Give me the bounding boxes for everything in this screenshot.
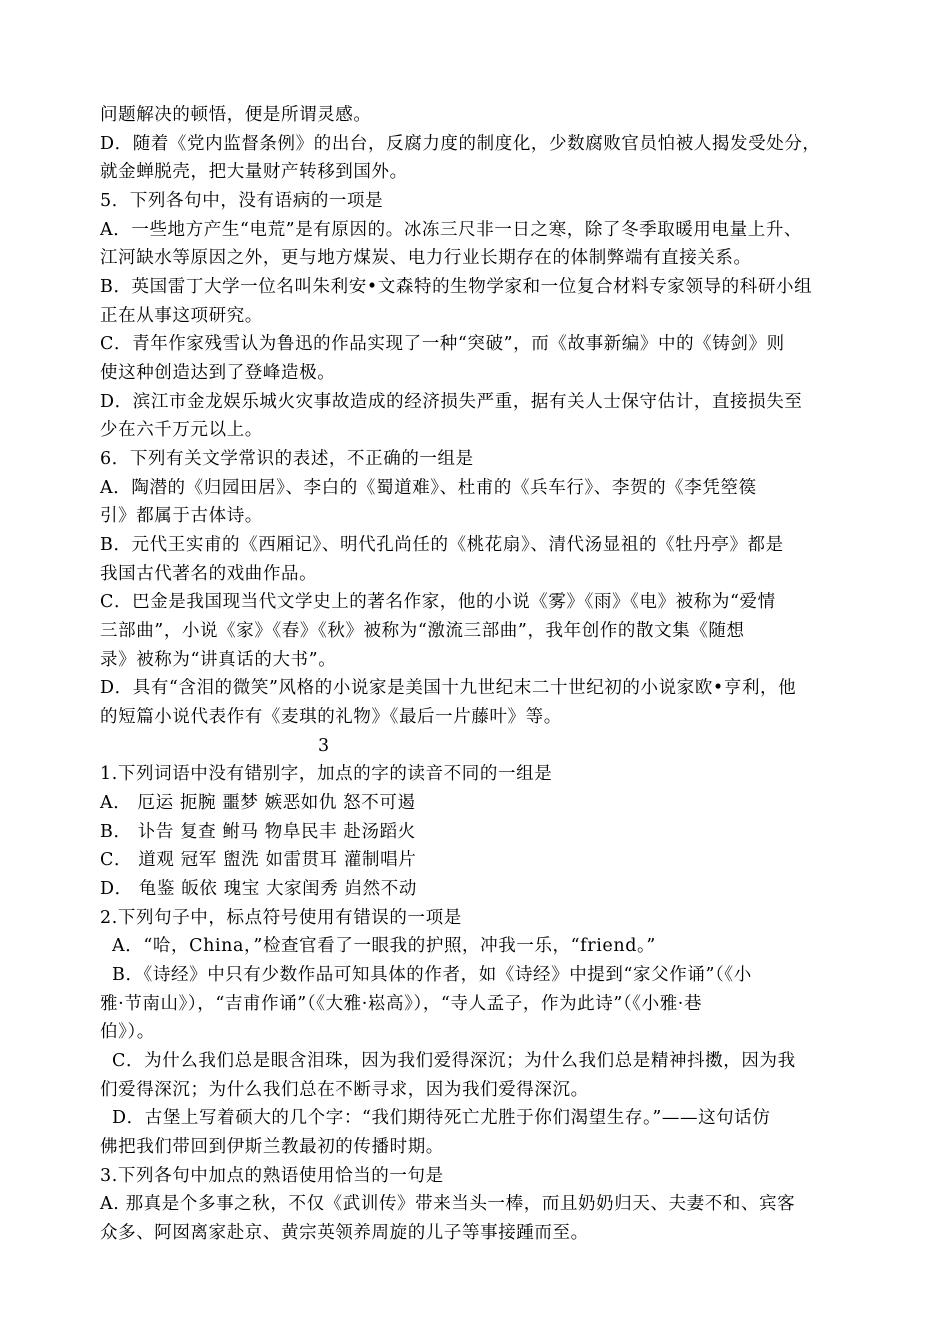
text-line: D．滨江市金龙娱乐城火灾事故造成的经济损失严重，据有关人士保守估计，直接损失至: [100, 392, 803, 412]
option-line: A．“哈，China，”检查官看了一眼我的护照，冲我一乐，“friend。”: [112, 936, 656, 956]
text-line: 使这种创造达到了登峰造极。: [100, 363, 336, 383]
option-line: D． 龟鉴 皈依 瑰宝 大家闺秀 岿然不动: [100, 879, 417, 899]
text-line: A．一些地方产生“电荒”是有原因的。冰冻三尺非一日之寒，除了冬季取暖用电量上升、: [100, 220, 803, 240]
option-line: A. 那真是个多事之秋，不仅《武训传》带来当头一棒，而且奶奶归天、夫妻不和、宾客: [100, 1194, 796, 1214]
question-stem: 2.下列句子中，标点符号使用有错误的一项是: [100, 908, 462, 928]
text-line: 佛把我们带回到伊斯兰教最初的传播时期。: [100, 1137, 444, 1157]
text-line: D．具有“含泪的微笑”风格的小说家是美国十九世纪末二十世纪初的小说家欧•亨利，他: [100, 678, 797, 698]
text-line: 正在从事这项研究。: [100, 306, 263, 326]
question-stem: 3.下列各句中加点的熟语使用恰当的一句是: [100, 1166, 444, 1186]
text-line: 江河缺水等原因之外，更与地方煤炭、电力行业长期存在的体制弊端有直接关系。: [100, 248, 752, 268]
text-line: 雅·节南山》），“吉甫作诵”（《大雅·崧高》），“寺人孟子，作为此诗”（《小雅·巷: [100, 994, 703, 1014]
text-line: 引》都属于古体诗。: [100, 506, 263, 526]
text-line: D．随着《党内监督条例》的出台，反腐力度的制度化，少数腐败官员怕被人揭发受处分，: [100, 134, 821, 154]
text-line: 伯》）。: [100, 1022, 155, 1042]
option-line: D．古堡上写着硕大的几个字：“我们期待死亡尤胜于你们渴望生存。”——这句话仿: [112, 1108, 771, 1128]
text-line: 三部曲”，小说《家》《春》《秋》被称为“激流三部曲”，我年创作的散文集《随想: [100, 621, 745, 641]
option-line: A． 厄运 扼腕 噩梦 嫉恶如仇 怒不可遏: [100, 793, 416, 813]
text-line: 们爱得深沉；为什么我们总在不断寻求，因为我们爱得深沉。: [100, 1080, 589, 1100]
text-line: 问题解决的顿悟，便是所谓灵感。: [100, 105, 372, 125]
section-number: 3: [318, 736, 330, 756]
option-line: C． 道观 冠军 盥洗 如雷贯耳 灌制唱片: [100, 850, 417, 870]
text-line: 少在六千万元以上。: [100, 420, 263, 440]
question-stem: 1.下列词语中没有错别字，加点的字的读音不同的一组是: [100, 764, 553, 784]
text-line: 录》被称为“讲真话的大书”。: [100, 650, 337, 670]
text-line: C．青年作家残雪认为鲁迅的作品实现了一种“突破”，而《故事新编》中的《铸剑》则: [100, 334, 785, 354]
text-line: C．巴金是我国现当代文学史上的著名作家，他的小说《雾》《雨》《电》被称为“爱情: [100, 592, 776, 612]
text-line: 的短篇小说代表作有《麦琪的礼物》《最后一片藤叶》等。: [100, 707, 562, 727]
text-line: 众多、阿囡离家赴京、黄宗英领养周旋的儿子等事接踵而至。: [100, 1223, 589, 1243]
option-line: B．《诗经》中只有少数作品可知具体的作者，如《诗经》中提到“家父作诵”（《小: [112, 965, 752, 985]
text-line: 就金蝉脱壳，把大量财产转移到国外。: [100, 162, 408, 182]
text-line: 我国古代著名的戏曲作品。: [100, 564, 318, 584]
option-line: B． 讣告 复查 鲋马 物阜民丰 赴汤蹈火: [100, 822, 416, 842]
question-stem: 5．下列各句中，没有语病的一项是: [100, 191, 384, 211]
question-stem: 6．下列有关文学常识的表述，不正确的一组是: [100, 449, 474, 469]
text-line: B．元代王实甫的《西厢记》、明代孔尚任的《桃花扇》、清代汤显祖的《牡丹亭》都是: [100, 535, 784, 555]
text-line: B．英国雷丁大学一位名叫朱利安•文森特的生物学家和一位复合材料专家领导的科研小组: [100, 277, 813, 297]
text-line: A．陶潜的《归园田居》、李白的《蜀道难》、杜甫的《兵车行》、李贺的《李凭箜篌: [100, 478, 757, 498]
option-line: C．为什么我们总是眼含泪珠，因为我们爱得深沉；为什么我们总是精神抖擞，因为我: [112, 1051, 796, 1071]
